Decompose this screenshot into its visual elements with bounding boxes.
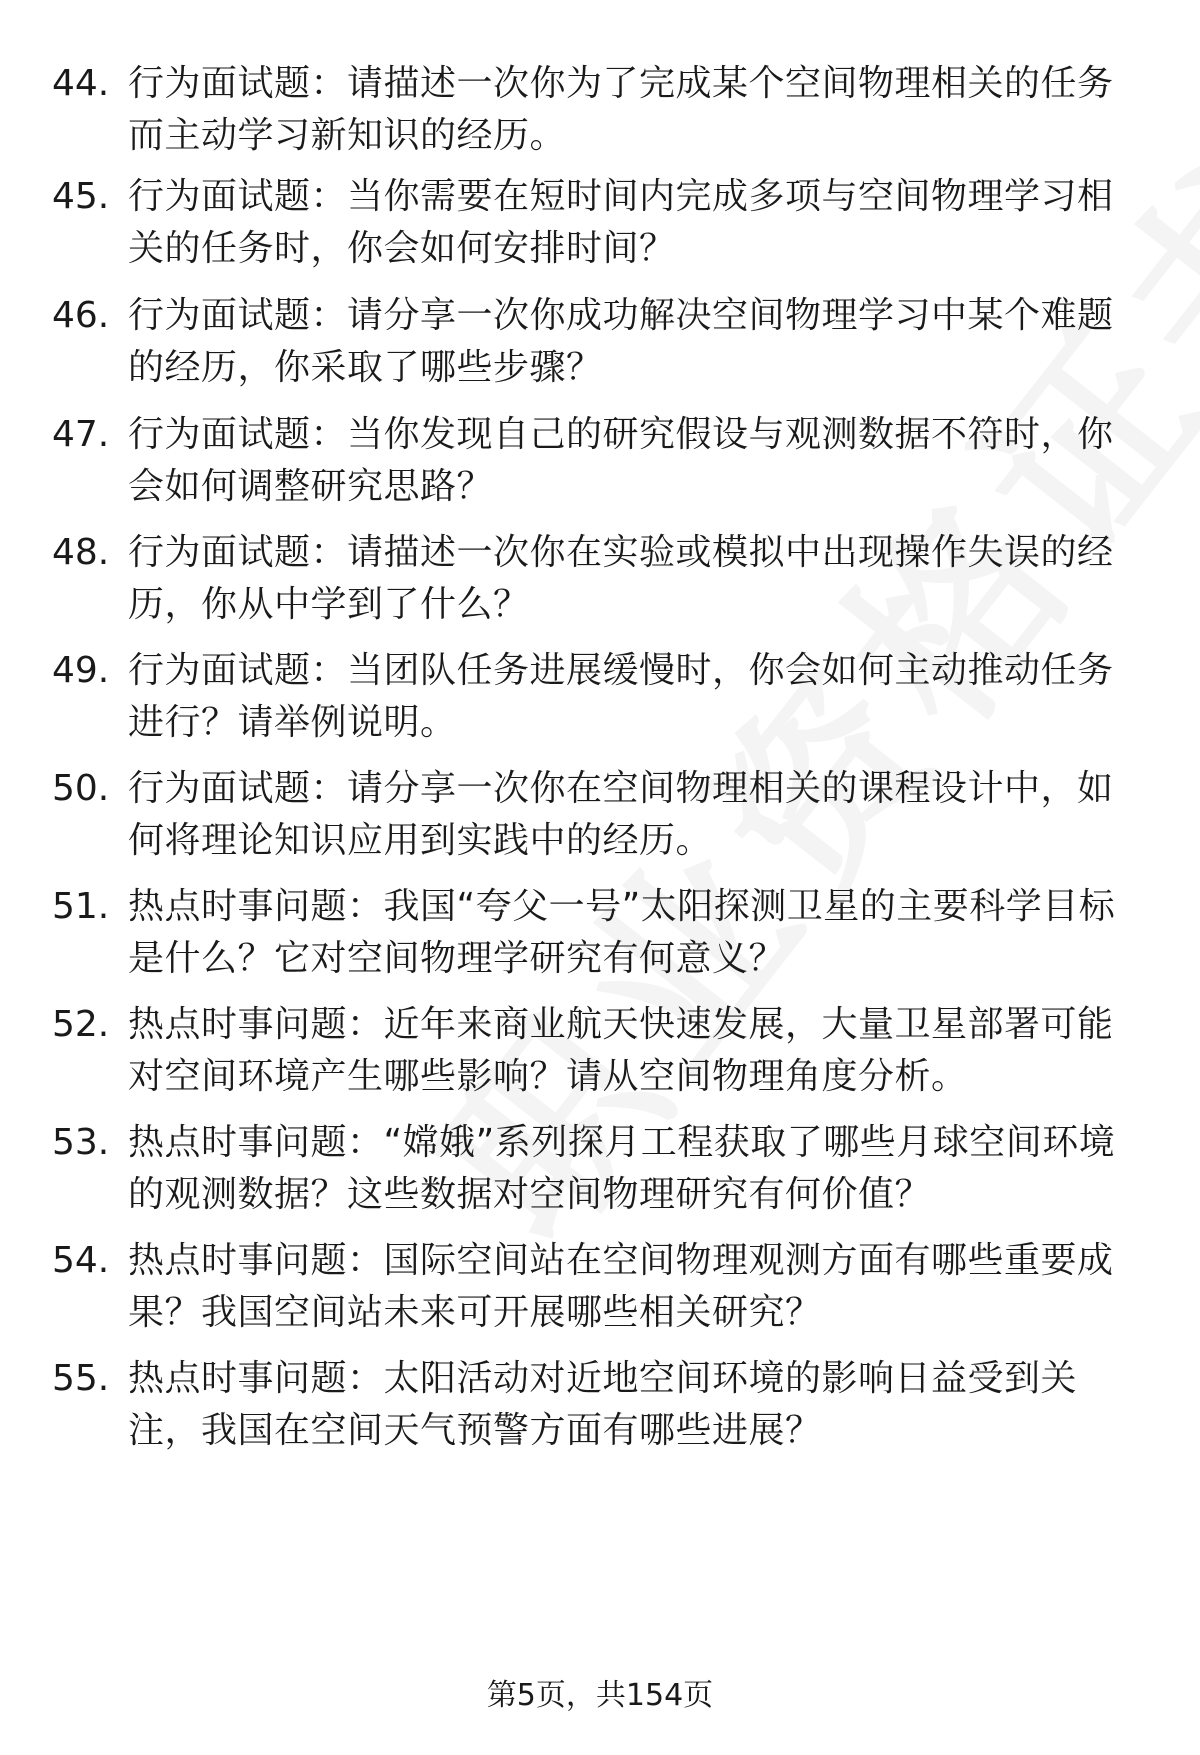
question-text: 行为面试题：请描述一次你为了完成某个空间物理相关的任务而主动学习新知识的经历。 — [128, 63, 1114, 156]
question-text: 热点时事问题：“嫦娥”系列探月工程获取了哪些月球空间环境的观测数据？这些数据对空间物理研究有何价值？ — [128, 1122, 1116, 1215]
question-number: 46. — [52, 295, 110, 336]
question-text: 行为面试题：当团队任务进展缓慢时，你会如何主动推动任务进行？请举例说明。 — [128, 650, 1114, 743]
question-number: 49. — [52, 650, 110, 691]
question-text: 热点时事问题：太阳活动对近地空间环境的影响日益受到关注，我国在空间天气预警方面有哪些进展？ — [128, 1358, 1078, 1451]
question-text: 行为面试题：请分享一次你在空间物理相关的课程设计中，如何将理论知识应用到实践中的经历。 — [128, 768, 1114, 861]
page-footer: 第5页，共154页 — [486, 1678, 714, 1713]
question-text: 行为面试题：请描述一次你在实验或模拟中出现操作失误的经历，你从中学到了什么？ — [128, 532, 1114, 625]
question-number: 54. — [52, 1240, 110, 1281]
question-text: 行为面试题：当你发现自己的研究假设与观测数据不符时，你会如何调整研究思路？ — [128, 414, 1114, 507]
question-text: 行为面试题：请分享一次你成功解决空间物理学习中某个难题的经历，你采取了哪些步骤？ — [128, 295, 1114, 388]
question-number: 47. — [52, 414, 110, 455]
question-text: 热点时事问题：国际空间站在空间物理观测方面有哪些重要成果？我国空间站未来可开展哪些相关研究？ — [128, 1240, 1114, 1333]
question-number: 55. — [52, 1358, 110, 1399]
question-number: 53. — [52, 1122, 110, 1163]
question-number: 50. — [52, 768, 110, 809]
question-number: 52. — [52, 1004, 110, 1045]
question-text: 热点时事问题：我国“夸父一号”太阳探测卫星的主要科学目标是什么？它对空间物理学研究有何意义？ — [128, 886, 1116, 979]
question-number: 45. — [52, 176, 110, 217]
question-number: 44. — [52, 63, 110, 104]
question-number: 48. — [52, 532, 110, 573]
question-text: 热点时事问题：近年来商业航天快速发展，大量卫星部署可能对空间环境产生哪些影响？请从空间物理角度分析。 — [128, 1004, 1114, 1097]
question-number: 51. — [52, 886, 110, 927]
question-text: 行为面试题：当你需要在短时间内完成多项与空间物理学习相关的任务时，你会如何安排时间？ — [128, 176, 1114, 269]
